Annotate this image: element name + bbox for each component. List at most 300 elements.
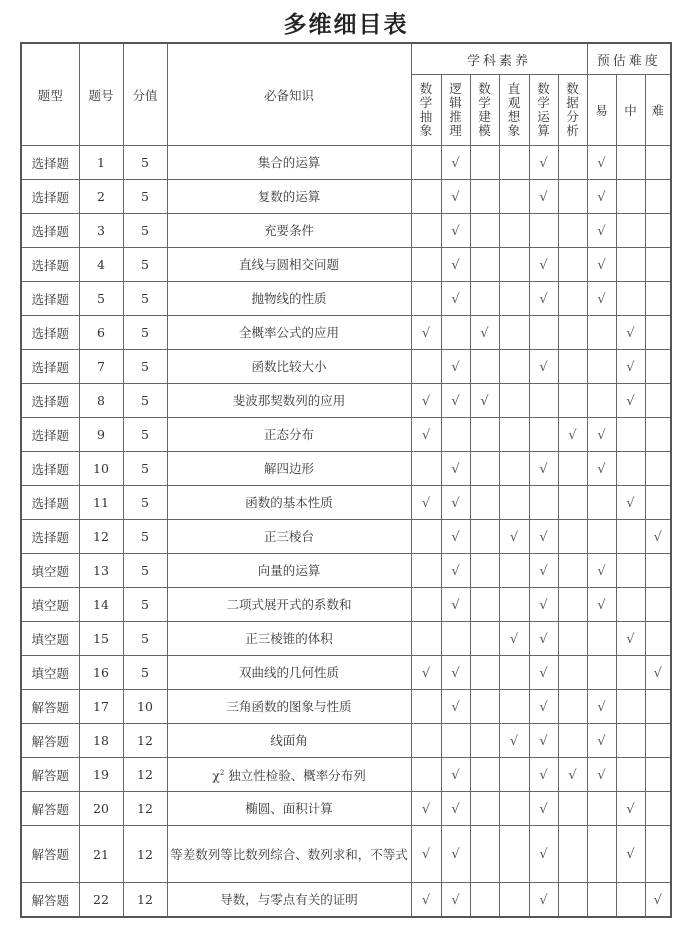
cell-knowledge: [167, 690, 411, 724]
cell-abstraction: [411, 554, 441, 588]
cell-reasoning: [441, 282, 470, 316]
check-mark-icon: √: [539, 155, 548, 171]
cell-intuition: [499, 214, 529, 248]
cell-easy: [587, 316, 616, 350]
cell-abstraction: [411, 214, 441, 248]
cell-type: 解答题: [21, 826, 79, 883]
table-row: [21, 883, 671, 918]
cell-abstraction: [411, 520, 441, 554]
cell-score: 12: [123, 883, 167, 918]
cell-easy: [587, 452, 616, 486]
cell-computation: [529, 656, 558, 690]
cell-hard: [645, 520, 671, 554]
header-literacy-abstraction: 数学抽象: [411, 75, 441, 146]
cell-hard: [645, 316, 671, 350]
cell-knowledge: [167, 656, 411, 690]
cell-score: 12: [123, 792, 167, 826]
cell-type: 选择题: [21, 180, 79, 214]
cell-medium: [616, 554, 645, 588]
knowledge-text: 集合的运算: [257, 155, 321, 170]
cell-easy: [587, 214, 616, 248]
table-row: [21, 180, 671, 214]
cell-abstraction: [411, 792, 441, 826]
cell-type: 填空题: [21, 554, 79, 588]
cell-easy: [587, 554, 616, 588]
check-mark-icon: √: [597, 291, 606, 307]
knowledge-text: 斐波那契数列的应用: [232, 393, 346, 408]
cell-easy: [587, 248, 616, 282]
cell-abstraction: [411, 758, 441, 792]
cell-abstraction: [411, 622, 441, 656]
cell-knowledge: [167, 486, 411, 520]
cell-modeling: [470, 452, 499, 486]
cell-score: 5: [123, 452, 167, 486]
cell-computation: [529, 554, 558, 588]
cell-easy: [587, 690, 616, 724]
cell-number: 21: [79, 826, 123, 883]
cell-hard: [645, 350, 671, 384]
cell-knowledge: [167, 282, 411, 316]
header-literacy-computation: 数学运算: [529, 75, 558, 146]
cell-type: 选择题: [21, 418, 79, 452]
cell-medium: [616, 316, 645, 350]
table-row: [21, 588, 671, 622]
header-difficulty-group: 预估难度: [587, 43, 671, 75]
cell-data-analysis: [558, 690, 587, 724]
cell-computation: [529, 622, 558, 656]
cell-hard: [645, 724, 671, 758]
check-mark-icon: √: [539, 665, 548, 681]
cell-number: 19: [79, 758, 123, 792]
check-mark-icon: √: [626, 495, 635, 511]
check-mark-icon: √: [597, 155, 606, 171]
cell-modeling: [470, 384, 499, 418]
cell-number: 22: [79, 883, 123, 918]
cell-intuition: [499, 180, 529, 214]
cell-easy: [587, 792, 616, 826]
cell-number: 1: [79, 146, 123, 180]
table-row: [21, 146, 671, 180]
check-mark-icon: √: [568, 427, 577, 443]
check-mark-icon: √: [509, 631, 519, 647]
cell-score: 5: [123, 384, 167, 418]
cell-medium: [616, 452, 645, 486]
cell-number: 11: [79, 486, 123, 520]
header-difficulty-hard: 难: [645, 75, 671, 146]
cell-intuition: [499, 146, 529, 180]
cell-data-analysis: [558, 248, 587, 282]
cell-easy: [587, 384, 616, 418]
cell-score: 5: [123, 180, 167, 214]
cell-reasoning: [441, 588, 470, 622]
cell-modeling: [470, 486, 499, 520]
check-mark-icon: √: [539, 892, 548, 908]
knowledge-text: 正三棱台: [263, 529, 314, 544]
check-mark-icon: √: [451, 529, 460, 545]
cell-easy: [587, 418, 616, 452]
cell-reasoning: [441, 724, 470, 758]
table-row: [21, 622, 671, 656]
header-number: 题号: [79, 43, 123, 146]
cell-type: 填空题: [21, 656, 79, 690]
cell-knowledge: [167, 180, 411, 214]
check-mark-icon: √: [451, 291, 460, 307]
cell-knowledge: [167, 826, 411, 883]
knowledge-text: 椭圆、面积计算: [245, 801, 333, 816]
cell-data-analysis: [558, 792, 587, 826]
cell-data-analysis: [558, 282, 587, 316]
cell-intuition: [499, 248, 529, 282]
cell-type: 解答题: [21, 792, 79, 826]
cell-knowledge: [167, 452, 411, 486]
cell-computation: [529, 486, 558, 520]
cell-abstraction: [411, 418, 441, 452]
cell-computation: [529, 180, 558, 214]
table-row: [21, 758, 671, 792]
cell-type: 选择题: [21, 146, 79, 180]
cell-intuition: [499, 588, 529, 622]
cell-type: 选择题: [21, 316, 79, 350]
check-mark-icon: √: [451, 393, 460, 409]
cell-data-analysis: [558, 486, 587, 520]
cell-data-analysis: [558, 418, 587, 452]
cell-data-analysis: [558, 316, 587, 350]
page-title: 多维细目表: [283, 12, 409, 38]
cell-number: 14: [79, 588, 123, 622]
check-mark-icon: √: [539, 597, 548, 613]
table-row: [21, 724, 671, 758]
cell-medium: [616, 384, 645, 418]
table-row: [21, 282, 671, 316]
cell-score: 5: [123, 520, 167, 554]
check-mark-icon: √: [597, 427, 606, 443]
cell-number: 17: [79, 690, 123, 724]
cell-type: 选择题: [21, 350, 79, 384]
cell-medium: [616, 690, 645, 724]
cell-medium: [616, 883, 645, 918]
cell-type: 解答题: [21, 690, 79, 724]
cell-score: 12: [123, 826, 167, 883]
knowledge-text: 导数，与零点有关的证明: [220, 892, 358, 907]
cell-abstraction: [411, 656, 441, 690]
cell-reasoning: [441, 690, 470, 724]
header-literacy-group: 学科素养: [411, 43, 587, 75]
check-mark-icon: √: [597, 189, 606, 205]
cell-hard: [645, 826, 671, 883]
cell-modeling: [470, 282, 499, 316]
cell-computation: [529, 350, 558, 384]
cell-score: 5: [123, 486, 167, 520]
cell-abstraction: [411, 826, 441, 883]
cell-data-analysis: [558, 826, 587, 883]
cell-hard: [645, 656, 671, 690]
header-literacy-data-analysis: 数据分析: [558, 75, 587, 146]
cell-knowledge: [167, 384, 411, 418]
table-row: [21, 248, 671, 282]
cell-number: 8: [79, 384, 123, 418]
header-literacy-reasoning: 逻辑推理: [441, 75, 470, 146]
cell-medium: [616, 622, 645, 656]
cell-score: 5: [123, 248, 167, 282]
check-mark-icon: √: [451, 665, 460, 681]
cell-hard: [645, 883, 671, 918]
cell-modeling: [470, 180, 499, 214]
cell-intuition: [499, 826, 529, 883]
cell-knowledge: [167, 792, 411, 826]
check-mark-icon: √: [626, 631, 635, 647]
cell-medium: [616, 588, 645, 622]
cell-easy: [587, 826, 616, 883]
cell-reasoning: [441, 384, 470, 418]
check-mark-icon: √: [597, 699, 606, 715]
cell-computation: [529, 520, 558, 554]
check-mark-icon: √: [451, 189, 460, 205]
cell-knowledge: [167, 724, 411, 758]
cell-medium: [616, 282, 645, 316]
knowledge-text: 独立性检验、概率分布列: [224, 768, 366, 784]
cell-hard: [645, 146, 671, 180]
cell-computation: [529, 282, 558, 316]
check-mark-icon: √: [539, 699, 548, 715]
cell-number: 4: [79, 248, 123, 282]
cell-abstraction: [411, 486, 441, 520]
cell-knowledge: [167, 214, 411, 248]
cell-computation: [529, 826, 558, 883]
table-body: [21, 146, 671, 918]
check-mark-icon: √: [421, 847, 431, 862]
cell-modeling: [470, 248, 499, 282]
cell-modeling: [470, 418, 499, 452]
cell-easy: [587, 282, 616, 316]
cell-easy: [587, 146, 616, 180]
cell-type: 选择题: [21, 384, 79, 418]
check-mark-icon: √: [626, 325, 635, 341]
check-mark-icon: √: [421, 427, 431, 443]
cell-medium: [616, 180, 645, 214]
cell-medium: [616, 486, 645, 520]
cell-intuition: [499, 418, 529, 452]
cell-intuition: [499, 656, 529, 690]
cell-computation: [529, 883, 558, 918]
cell-medium: [616, 656, 645, 690]
specification-table: [20, 42, 672, 918]
check-mark-icon: √: [539, 767, 548, 783]
table-header: [21, 43, 671, 146]
cell-score: 5: [123, 554, 167, 588]
check-mark-icon: √: [451, 597, 460, 613]
cell-data-analysis: [558, 758, 587, 792]
cell-medium: [616, 214, 645, 248]
cell-easy: [587, 656, 616, 690]
cell-type: 选择题: [21, 520, 79, 554]
check-mark-icon: √: [451, 359, 460, 375]
cell-medium: [616, 146, 645, 180]
cell-knowledge: [167, 554, 411, 588]
cell-hard: [645, 622, 671, 656]
cell-modeling: [470, 350, 499, 384]
cell-intuition: [499, 350, 529, 384]
header-difficulty-easy: 易: [587, 75, 616, 146]
cell-intuition: [499, 316, 529, 350]
cell-medium: [616, 248, 645, 282]
cell-reasoning: [441, 758, 470, 792]
check-mark-icon: √: [451, 801, 460, 817]
check-mark-icon: √: [597, 461, 606, 477]
cell-modeling: [470, 792, 499, 826]
cell-abstraction: [411, 384, 441, 418]
cell-type: 解答题: [21, 758, 79, 792]
header-difficulty-medium: 中: [616, 75, 645, 146]
check-mark-icon: √: [653, 665, 662, 681]
cell-type: 选择题: [21, 248, 79, 282]
check-mark-icon: √: [626, 393, 635, 409]
cell-modeling: [470, 214, 499, 248]
cell-computation: [529, 758, 558, 792]
check-mark-icon: √: [451, 699, 460, 715]
cell-type: 填空题: [21, 588, 79, 622]
cell-modeling: [470, 826, 499, 883]
check-mark-icon: √: [597, 597, 606, 613]
cell-number: 10: [79, 452, 123, 486]
cell-intuition: [499, 792, 529, 826]
cell-data-analysis: [558, 656, 587, 690]
check-mark-icon: √: [597, 223, 606, 239]
cell-score: 5: [123, 350, 167, 384]
table-row: [21, 554, 671, 588]
cell-abstraction: [411, 724, 441, 758]
cell-computation: [529, 146, 558, 180]
cell-computation: [529, 214, 558, 248]
cell-modeling: [470, 622, 499, 656]
knowledge-text: 正态分布: [263, 427, 314, 442]
cell-type: 选择题: [21, 282, 79, 316]
cell-hard: [645, 248, 671, 282]
check-mark-icon: √: [539, 631, 548, 647]
cell-computation: [529, 690, 558, 724]
cell-score: 5: [123, 316, 167, 350]
cell-knowledge: [167, 520, 411, 554]
check-mark-icon: √: [509, 733, 519, 749]
cell-abstraction: [411, 883, 441, 918]
cell-number: 7: [79, 350, 123, 384]
cell-reasoning: [441, 146, 470, 180]
check-mark-icon: √: [539, 529, 548, 545]
cell-modeling: [470, 316, 499, 350]
cell-computation: [529, 724, 558, 758]
cell-score: 5: [123, 214, 167, 248]
cell-knowledge: [167, 418, 411, 452]
cell-abstraction: [411, 452, 441, 486]
check-mark-icon: √: [539, 733, 548, 749]
cell-intuition: [499, 554, 529, 588]
cell-number: 5: [79, 282, 123, 316]
cell-type: 解答题: [21, 724, 79, 758]
cell-number: 15: [79, 622, 123, 656]
table-row: [21, 418, 671, 452]
cell-intuition: [499, 486, 529, 520]
cell-medium: [616, 350, 645, 384]
check-mark-icon: √: [451, 495, 460, 511]
cell-score: 5: [123, 656, 167, 690]
cell-type: 填空题: [21, 622, 79, 656]
check-mark-icon: √: [597, 563, 606, 579]
cell-intuition: [499, 622, 529, 656]
cell-hard: [645, 486, 671, 520]
cell-intuition: [499, 282, 529, 316]
cell-hard: [645, 452, 671, 486]
cell-hard: [645, 588, 671, 622]
cell-number: 2: [79, 180, 123, 214]
cell-easy: [587, 180, 616, 214]
table-row: [21, 826, 671, 883]
check-mark-icon: √: [597, 733, 606, 749]
cell-medium: [616, 418, 645, 452]
cell-abstraction: [411, 588, 441, 622]
cell-hard: [645, 758, 671, 792]
cell-easy: [587, 622, 616, 656]
check-mark-icon: √: [568, 767, 577, 783]
cell-score: 5: [123, 588, 167, 622]
check-mark-icon: √: [539, 291, 548, 307]
check-mark-icon: √: [451, 461, 460, 477]
check-mark-icon: √: [539, 257, 548, 273]
check-mark-icon: √: [421, 665, 431, 681]
cell-intuition: [499, 384, 529, 418]
cell-reasoning: [441, 792, 470, 826]
check-mark-icon: √: [451, 155, 460, 171]
cell-number: 6: [79, 316, 123, 350]
cell-easy: [587, 486, 616, 520]
cell-modeling: [470, 690, 499, 724]
cell-reasoning: [441, 554, 470, 588]
check-mark-icon: √: [539, 189, 548, 205]
cell-medium: [616, 826, 645, 883]
cell-type: 选择题: [21, 452, 79, 486]
cell-number: 18: [79, 724, 123, 758]
cell-intuition: [499, 690, 529, 724]
cell-intuition: [499, 724, 529, 758]
cell-type: 解答题: [21, 883, 79, 918]
cell-modeling: [470, 520, 499, 554]
cell-computation: [529, 452, 558, 486]
cell-easy: [587, 520, 616, 554]
cell-reasoning: [441, 350, 470, 384]
knowledge-text: 双曲线的几何性质: [238, 665, 339, 680]
table-row: [21, 520, 671, 554]
cell-number: 9: [79, 418, 123, 452]
check-mark-icon: √: [597, 257, 606, 273]
check-mark-icon: √: [539, 461, 548, 477]
knowledge-text: 向量的运算: [257, 563, 321, 578]
cell-hard: [645, 180, 671, 214]
cell-reasoning: [441, 656, 470, 690]
cell-computation: [529, 418, 558, 452]
cell-abstraction: [411, 350, 441, 384]
cell-score: 5: [123, 622, 167, 656]
cell-intuition: [499, 883, 529, 918]
cell-data-analysis: [558, 180, 587, 214]
cell-data-analysis: [558, 384, 587, 418]
cell-data-analysis: [558, 622, 587, 656]
cell-abstraction: [411, 180, 441, 214]
cell-computation: [529, 316, 558, 350]
cell-medium: [616, 792, 645, 826]
cell-easy: [587, 350, 616, 384]
cell-medium: [616, 724, 645, 758]
check-mark-icon: √: [626, 801, 635, 817]
cell-intuition: [499, 520, 529, 554]
cell-modeling: [470, 883, 499, 918]
